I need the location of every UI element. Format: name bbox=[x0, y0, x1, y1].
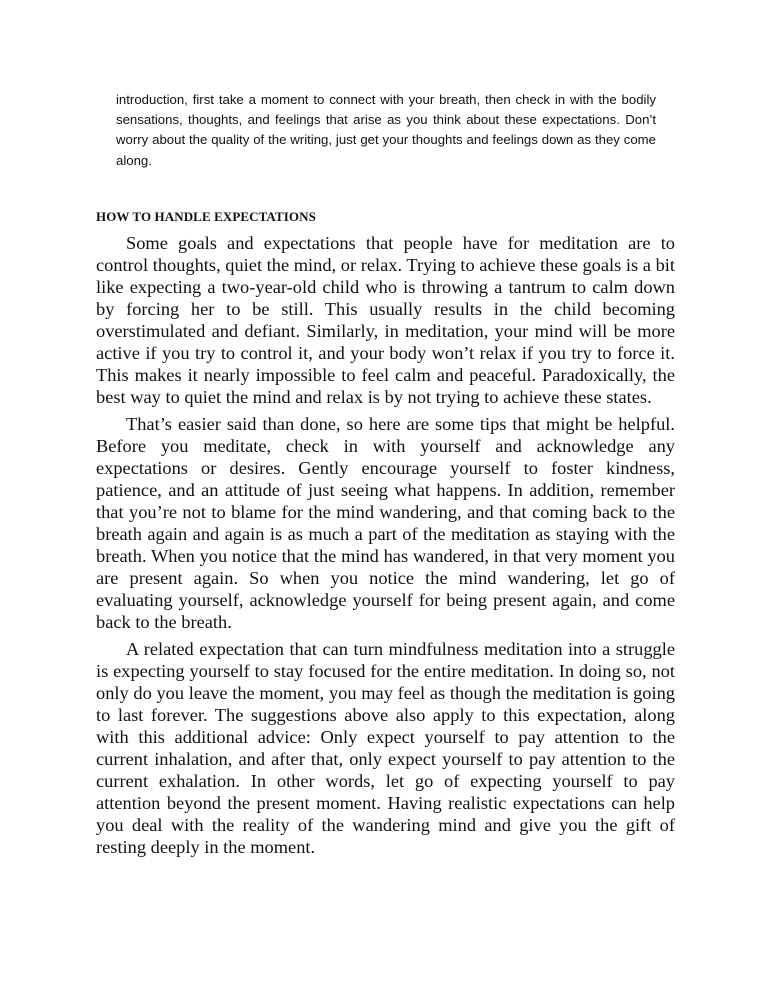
section-heading: HOW TO HANDLE EXPECTATIONS bbox=[96, 209, 316, 224]
body-paragraph-2: That’s easier said than done, so here are some tips that might be helpful. Before you meditate, check in with yourself and acknowledge any expectations or desires. Gently encourage yourself to foster kindness, patience, and an attitude of just seeing what happens. In addition, remember that you’re not to blame for the mind wandering, and that coming back to the breath again and again is as much a part of the meditation as staying with the breath. When you notice that the mind has wandered, in that very moment you are present again. So when you notice the mind wandering, let go of evaluating yourself, acknowledge yourself for being present again, and come back to the breath. bbox=[96, 414, 675, 632]
body-paragraph-1: Some goals and expectations that people have for meditation are to control thoughts, quiet the mind, or relax. Trying to achieve these goals is a bit like expecting a two-year-old child who is throwing a tantrum to calm down by forcing her to be still. This usually results in the child becoming overstimulated and defiant. Similarly, in meditation, your mind will be more active if you try to control it, and your body won’t relax if you try to force it. This makes it nearly impossible to feel calm and peaceful. Paradoxically, the best way to quiet the mind and relax is by not trying to achieve these states. bbox=[96, 233, 675, 407]
body-paragraph-3: A related expectation that can turn mindfulness meditation into a struggle is expecting yourself to stay focused for the entire meditation. In doing so, not only do you leave the moment, you may feel as though the meditation is going to last forever. The suggestions above also apply to this expectation, along with this additional advice: Only expect yourself to pay attention to the current inhalation, and after that, only expect yourself to pay attention to the current exhalation. In other words, let go of expecting yourself to pay attention beyond the present moment. Having realistic expectations can help you deal with the reality of the wandering mind and give you the gift of resting deeply in the moment. bbox=[96, 639, 675, 857]
section-body bbox=[96, 232, 675, 863]
intro-paragraph: introduction, first take a moment to connect with your breath, then check in with the bodily sensations, thoughts, and feelings that arise as you think about these expectations. Don’t worry about the quality of the writing, just get your thoughts and feelings down as they come along. bbox=[116, 92, 656, 168]
